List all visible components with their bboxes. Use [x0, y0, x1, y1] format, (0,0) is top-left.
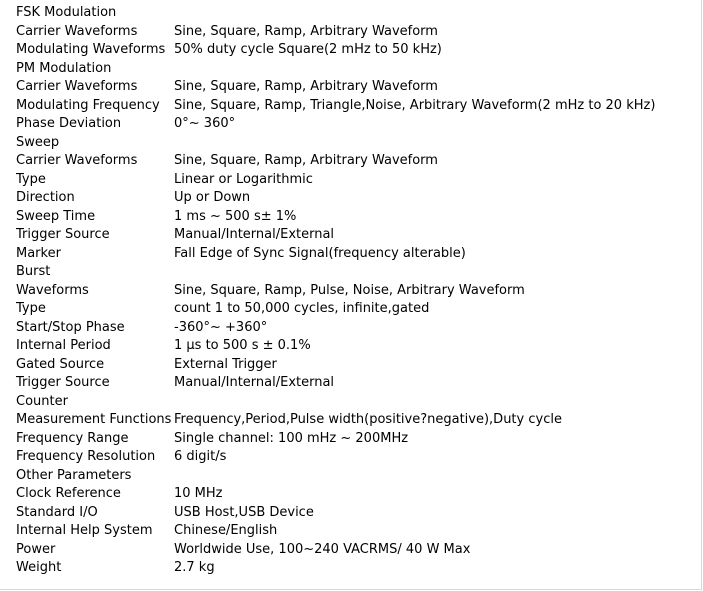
spec-row	[14, 448, 655, 467]
spec-row	[14, 559, 655, 578]
spec-value: 0°~ 360°	[174, 116, 236, 131]
spec-value: -360°~ +360°	[174, 319, 268, 335]
spec-label: FSK Modulation	[16, 5, 117, 20]
spec-row	[14, 356, 655, 375]
spec-table-body	[14, 4, 655, 578]
spec-value: 6 digit/s	[174, 449, 227, 464]
spec-row	[14, 134, 655, 153]
spec-row	[14, 319, 655, 338]
spec-value: 2.7 kg	[174, 560, 215, 575]
spec-row	[14, 282, 655, 301]
spec-label: Gated Source	[16, 356, 105, 372]
spec-value: Manual/Internal/External	[174, 375, 335, 390]
spec-value	[174, 134, 655, 153]
spec-label: PM Modulation	[16, 60, 112, 76]
spec-row	[14, 60, 655, 79]
spec-value: Up or Down	[174, 190, 251, 205]
spec-row	[14, 522, 655, 541]
spec-row	[14, 97, 655, 116]
spec-label: Trigger Source	[16, 375, 110, 390]
spec-row	[14, 393, 655, 412]
spec-label: Type	[16, 171, 46, 187]
spec-row	[14, 504, 655, 523]
spec-value: USB Host,USB Device	[174, 504, 314, 520]
spec-row	[14, 23, 655, 42]
spec-label: Trigger Source	[16, 227, 110, 242]
spec-label: Burst	[16, 264, 51, 279]
spec-row	[14, 541, 655, 560]
spec-row	[14, 4, 655, 23]
spec-label: Counter	[16, 393, 68, 409]
spec-row	[14, 245, 655, 264]
spec-value	[174, 4, 655, 23]
spec-label: Modulating Frequency	[16, 97, 160, 113]
spec-label: Marker	[16, 245, 61, 261]
spec-label: Frequency Resolution	[16, 449, 156, 464]
spec-label: Direction	[16, 190, 75, 205]
spec-label: Carrier Waveforms	[16, 153, 138, 168]
spec-label: Standard I/O	[16, 504, 98, 520]
spec-row	[14, 152, 655, 171]
spec-value	[174, 60, 655, 79]
spec-label: Frequency Range	[16, 430, 129, 446]
spec-row	[14, 467, 655, 486]
spec-value	[174, 263, 655, 282]
spec-value: 1 μs to 500 s ± 0.1%	[174, 338, 311, 353]
spec-label: Measurement Functions	[16, 412, 172, 427]
spec-row	[14, 374, 655, 393]
spec-row	[14, 41, 655, 60]
spec-label: Sweep	[16, 134, 60, 150]
spec-label: Clock Reference	[16, 486, 121, 501]
spec-row	[14, 300, 655, 319]
spec-label: Start/Stop Phase	[16, 319, 125, 335]
spec-value: External Trigger	[174, 356, 277, 372]
spec-label: Other Parameters	[16, 467, 132, 483]
spec-value: 50% duty cycle Square(2 mHz to 50 kHz)	[174, 42, 442, 57]
spec-table	[14, 4, 655, 578]
spec-value	[174, 467, 655, 486]
spec-value: Manual/Internal/External	[174, 227, 335, 242]
spec-label: Internal Period	[16, 338, 111, 353]
spec-row	[14, 411, 655, 430]
spec-value: Worldwide Use, 100~240 VACRMS/ 40 W Max	[174, 541, 471, 557]
spec-value: Sine, Square, Ramp, Pulse, Noise, Arbitrary Waveform	[174, 282, 525, 298]
spec-label: Internal Help System	[16, 523, 153, 538]
spec-label: Sweep Time	[16, 208, 96, 224]
spec-value: Chinese/English	[174, 523, 278, 538]
spec-label: Power	[16, 541, 56, 557]
spec-value: Linear or Logarithmic	[174, 171, 313, 187]
spec-row	[14, 337, 655, 356]
spec-value: Sine, Square, Ramp, Arbitrary Waveform	[174, 153, 438, 168]
spec-value: Fall Edge of Sync Signal(frequency alterable)	[174, 245, 466, 261]
spec-value: 10 MHz	[174, 486, 223, 501]
spec-row	[14, 430, 655, 449]
spec-value: Single channel: 100 mHz ~ 200MHz	[174, 430, 409, 446]
spec-value: Sine, Square, Ramp, Arbitrary Waveform	[174, 23, 438, 39]
spec-row	[14, 485, 655, 504]
spec-label: Type	[16, 301, 46, 316]
spec-row	[14, 189, 655, 208]
spec-label: Waveforms	[16, 282, 89, 298]
spec-label: Weight	[16, 560, 62, 575]
spec-row	[14, 171, 655, 190]
spec-value: count 1 to 50,000 cycles, infinite,gated	[174, 301, 430, 316]
spec-row	[14, 263, 655, 282]
spec-value: 1 ms ~ 500 s± 1%	[174, 208, 297, 224]
spec-label: Modulating Waveforms	[16, 42, 166, 57]
spec-label: Carrier Waveforms	[16, 79, 138, 94]
spec-row	[14, 115, 655, 134]
spec-value	[174, 393, 655, 412]
spec-label: Phase Deviation	[16, 116, 122, 131]
spec-row	[14, 78, 655, 97]
spec-row	[14, 226, 655, 245]
spec-label: Carrier Waveforms	[16, 23, 138, 39]
spec-value: Sine, Square, Ramp, Arbitrary Waveform	[174, 79, 438, 94]
spec-value: Frequency,Period,Pulse width(positive?negative),Duty cycle	[174, 412, 562, 427]
spec-value: Sine, Square, Ramp, Triangle,Noise, Arbitrary Waveform(2 mHz to 20 kHz)	[174, 97, 656, 113]
spec-row	[14, 208, 655, 227]
